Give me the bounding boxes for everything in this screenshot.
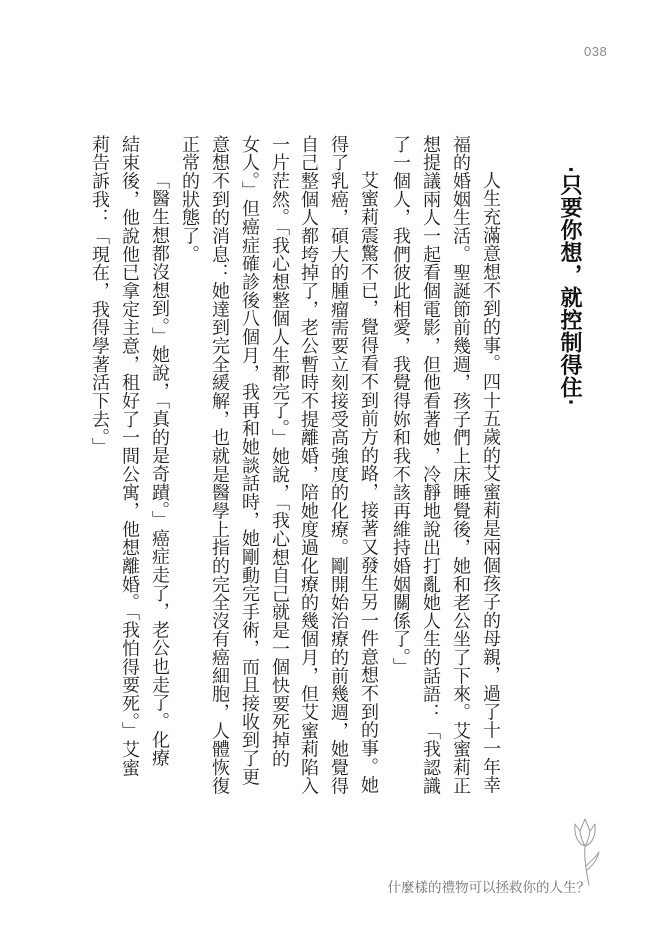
text-column: 女人。」但癌症確診後八個月，我再和她談話時，她剛動完手術，而且接收到了更 bbox=[239, 135, 260, 786]
text-column: 一片茫然。「我心想整個人生都完了。」她說，「我心想自己就是一個快要死掉的 bbox=[269, 135, 290, 768]
text-column: 得了乳癌，碩大的腫瘤需要立刻接受高強度的化療。剛開始治療的前幾週，她覺得 bbox=[328, 135, 349, 795]
page-number: 038 bbox=[584, 44, 608, 59]
chapter-title: ‧只要你想，就控制得住‧ bbox=[557, 166, 583, 406]
text-column: 想提議兩人一起看個電影，但他看著她，冷靜地說出打亂她人生的話語：「我認識 bbox=[420, 135, 441, 795]
text-column: 意想不到的消息：她達到完全緩解，也就是醫學上指的完全沒有癌細胞，人體恢復 bbox=[209, 135, 230, 795]
text-column: 福的婚姻生活。聖誕節前幾週，孩子們上床睡覺後，她和老公坐了下來。艾蜜莉正 bbox=[450, 135, 471, 795]
text-column: 了一個人，我們彼此相愛，我覺得妳和我不該再維持婚姻關係了。」 bbox=[390, 135, 411, 676]
text-column: 正常的狀態了。 bbox=[179, 135, 200, 264]
text-column: 艾蜜莉震驚不已，覺得看不到前方的路，接著又發生另一件意想不到的事。她 bbox=[358, 171, 379, 795]
text-column: 「醫生想都沒想到。」她說，「真的是奇蹟。」癌症走了，老公也走了。化療 bbox=[149, 171, 170, 768]
text-column: 人生充滿意想不到的事。四十五歲的艾蜜莉是兩個孩子的母親，過了十一年幸 bbox=[480, 171, 501, 795]
running-footer-title: 什麼樣的禮物可以拯救你的人生？ bbox=[387, 880, 590, 896]
text-column: 莉告訴我：「現在，我得學著活下去。」 bbox=[89, 135, 110, 456]
text-column: 結束後，他說他已拿定主意，租好了一間公寓，他想離婚。「我怕得要死。」艾蜜 bbox=[119, 135, 140, 777]
text-column: 自己整個人都垮掉了，老公暫時不提離婚，陪她度過化療的幾個月，但艾蜜莉陷入 bbox=[298, 135, 319, 795]
